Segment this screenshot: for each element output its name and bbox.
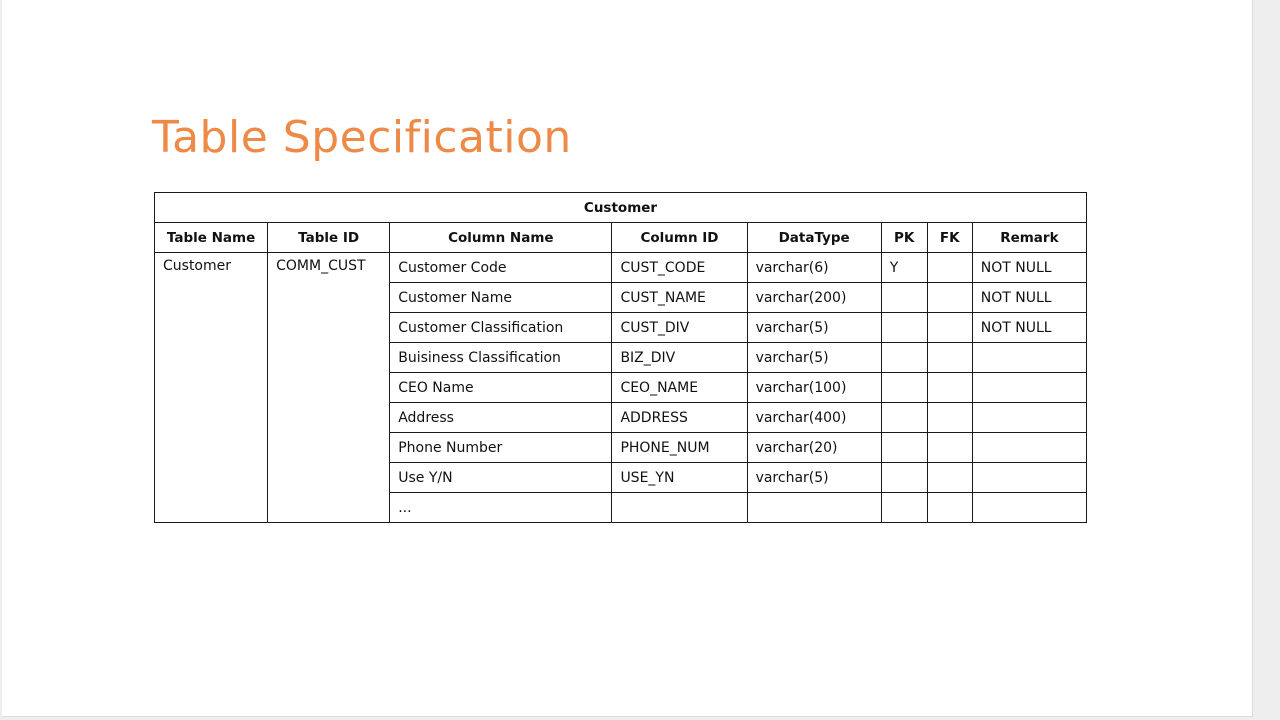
datatype-cell: varchar(5) xyxy=(747,313,881,343)
fk-cell xyxy=(927,493,972,523)
column-id-cell: USE_YN xyxy=(612,463,747,493)
slide xyxy=(2,0,1253,717)
fk-cell xyxy=(927,283,972,313)
column-id-cell: ADDRESS xyxy=(612,403,747,433)
header-table-id: Table ID xyxy=(268,223,390,253)
page-title: Table Specification xyxy=(152,112,572,163)
remark-cell xyxy=(972,403,1086,433)
remark-cell: NOT NULL xyxy=(972,313,1086,343)
header-row xyxy=(155,223,1087,253)
header-pk: PK xyxy=(881,223,927,253)
pk-cell xyxy=(881,403,927,433)
datatype-cell: varchar(400) xyxy=(747,403,881,433)
remark-cell xyxy=(972,343,1086,373)
table-row xyxy=(155,253,1087,283)
pk-cell xyxy=(881,433,927,463)
pk-cell xyxy=(881,343,927,373)
column-name-cell: Phone Number xyxy=(390,433,612,463)
remark-cell xyxy=(972,463,1086,493)
table-id-cell: COMM_CUST xyxy=(268,253,390,523)
column-name-cell: Use Y/N xyxy=(390,463,612,493)
column-id-cell: CUST_DIV xyxy=(612,313,747,343)
remark-cell: NOT NULL xyxy=(972,283,1086,313)
datatype-cell: varchar(6) xyxy=(747,253,881,283)
header-table-name: Table Name xyxy=(155,223,268,253)
caption-row xyxy=(155,193,1087,223)
pk-cell xyxy=(881,463,927,493)
column-name-cell: Customer Name xyxy=(390,283,612,313)
datatype-cell: varchar(5) xyxy=(747,463,881,493)
spec-table xyxy=(154,192,1087,523)
pk-cell xyxy=(881,283,927,313)
remark-cell xyxy=(972,493,1086,523)
column-name-cell: CEO Name xyxy=(390,373,612,403)
column-id-cell: BIZ_DIV xyxy=(612,343,747,373)
column-name-cell: Customer Code xyxy=(390,253,612,283)
fk-cell xyxy=(927,463,972,493)
table-name-cell: Customer xyxy=(155,253,268,523)
pk-cell xyxy=(881,313,927,343)
header-remark: Remark xyxy=(972,223,1086,253)
header-column-id: Column ID xyxy=(612,223,747,253)
fk-cell xyxy=(927,433,972,463)
remark-cell xyxy=(972,373,1086,403)
fk-cell xyxy=(927,343,972,373)
datatype-cell: varchar(200) xyxy=(747,283,881,313)
pk-cell xyxy=(881,493,927,523)
column-name-cell: Buisiness Classification xyxy=(390,343,612,373)
fk-cell xyxy=(927,373,972,403)
header-datatype: DataType xyxy=(747,223,881,253)
pk-cell: Y xyxy=(881,253,927,283)
column-id-cell: CEO_NAME xyxy=(612,373,747,403)
remark-cell: NOT NULL xyxy=(972,253,1086,283)
remark-cell xyxy=(972,433,1086,463)
fk-cell xyxy=(927,313,972,343)
datatype-cell: varchar(5) xyxy=(747,343,881,373)
fk-cell xyxy=(927,253,972,283)
datatype-cell: varchar(100) xyxy=(747,373,881,403)
fk-cell xyxy=(927,403,972,433)
header-column-name: Column Name xyxy=(390,223,612,253)
column-id-cell xyxy=(612,493,747,523)
table-caption: Customer xyxy=(155,193,1087,223)
column-id-cell: PHONE_NUM xyxy=(612,433,747,463)
column-name-cell: Address xyxy=(390,403,612,433)
column-name-cell: ... xyxy=(390,493,612,523)
column-id-cell: CUST_NAME xyxy=(612,283,747,313)
header-fk: FK xyxy=(927,223,972,253)
datatype-cell: varchar(20) xyxy=(747,433,881,463)
column-id-cell: CUST_CODE xyxy=(612,253,747,283)
column-name-cell: Customer Classification xyxy=(390,313,612,343)
pk-cell xyxy=(881,373,927,403)
datatype-cell xyxy=(747,493,881,523)
